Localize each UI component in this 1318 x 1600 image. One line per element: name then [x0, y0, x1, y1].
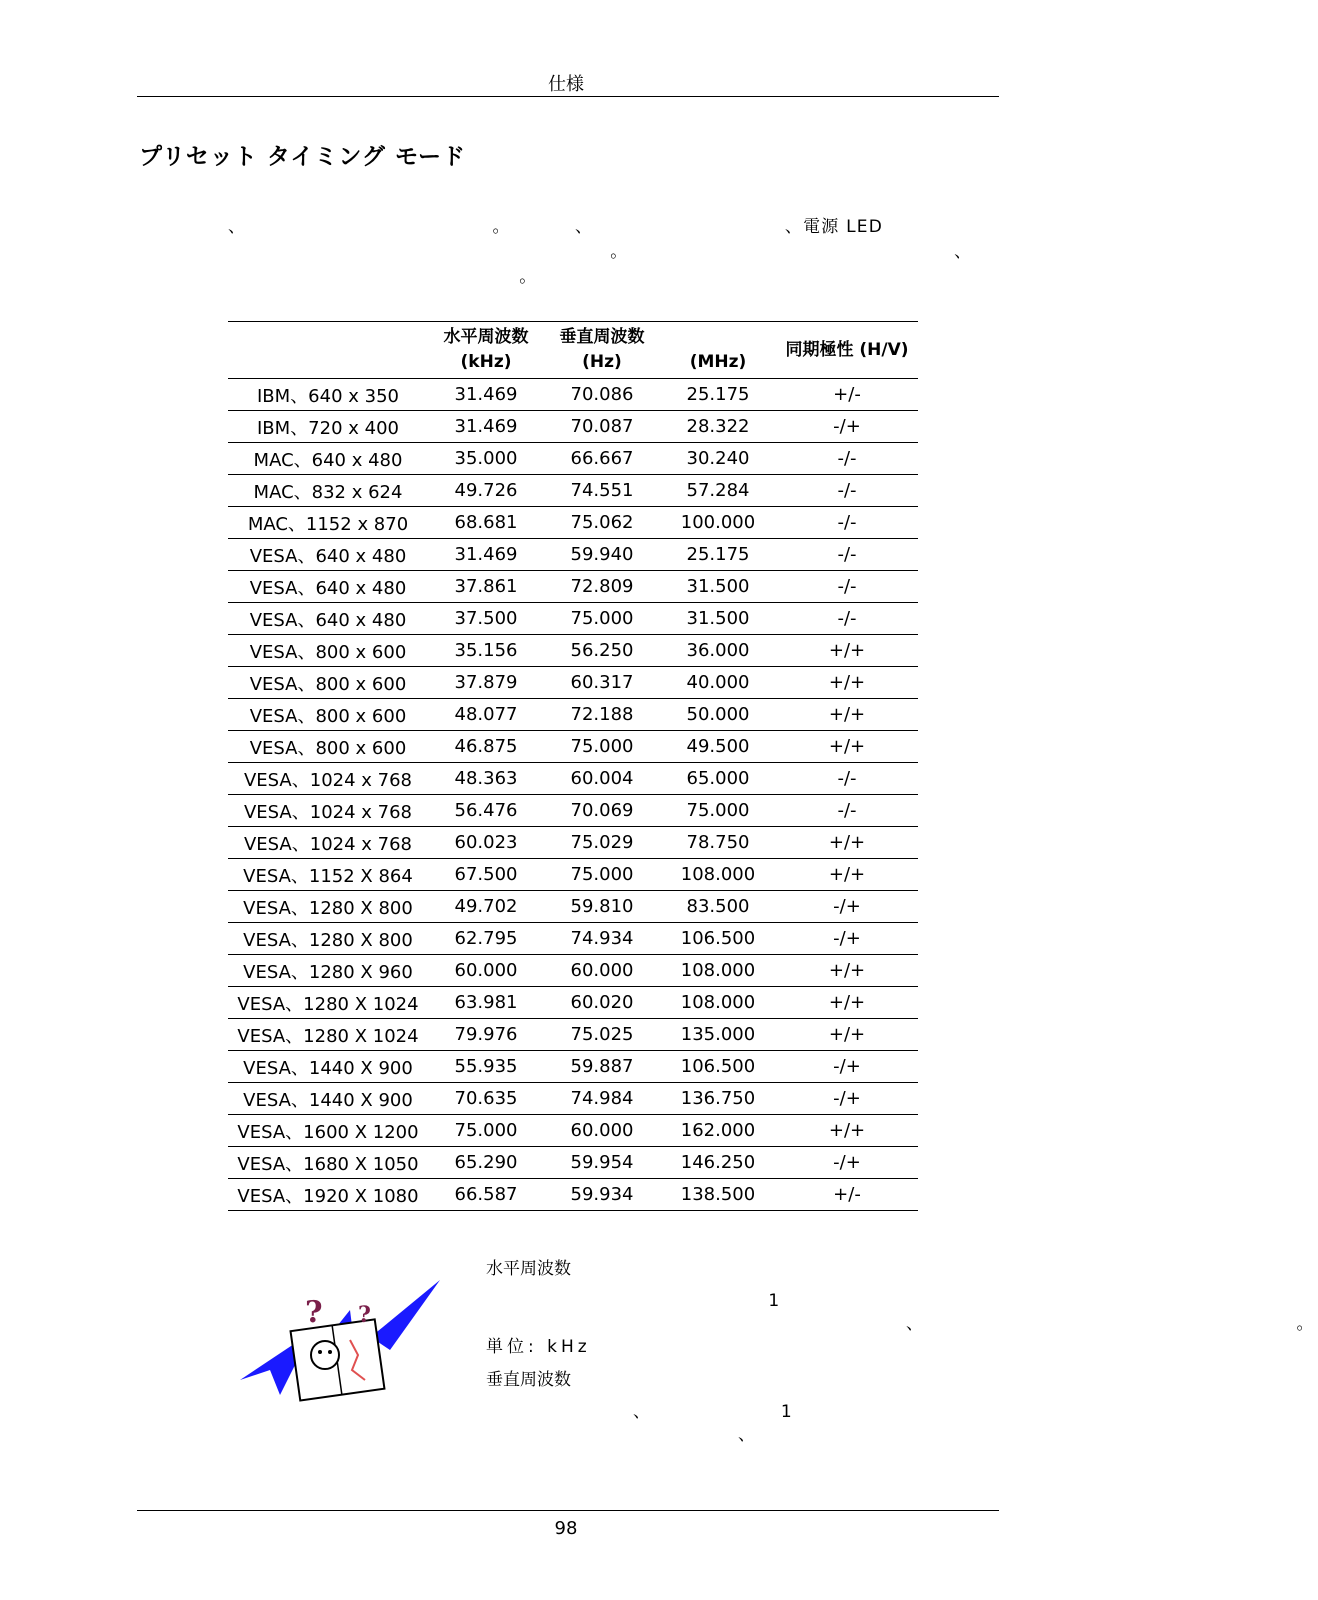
cell-sync-polarity: -/- [776, 507, 918, 539]
cell-horizontal-frequency: 66.587 [428, 1179, 544, 1211]
cell-horizontal-frequency: 75.000 [428, 1115, 544, 1147]
cell-sync-polarity: -/+ [776, 923, 918, 955]
cell-horizontal-frequency: 46.875 [428, 731, 544, 763]
cell-vertical-frequency: 75.000 [544, 731, 660, 763]
cell-sync-polarity: -/- [776, 475, 918, 507]
cell-mode: VESA、1280 X 1024 [228, 1019, 428, 1051]
table-body [228, 379, 918, 1211]
cell-horizontal-frequency: 65.290 [428, 1147, 544, 1179]
table-row [228, 827, 918, 859]
cell-mode: VESA、1152 X 864 [228, 859, 428, 891]
cell-sync-polarity: +/+ [776, 1019, 918, 1051]
note-term-vertical-frequency: 垂直周波数 [486, 1370, 571, 1390]
cell-sync-polarity: -/- [776, 795, 918, 827]
cell-sync-polarity: -/- [776, 571, 918, 603]
table-row [228, 571, 918, 603]
table-row [228, 443, 918, 475]
cell-vertical-frequency: 70.087 [544, 411, 660, 443]
page-header-title: 仕様 [548, 74, 584, 95]
cell-mode: MAC、640 x 480 [228, 443, 428, 475]
cell-sync-polarity: -/- [776, 443, 918, 475]
table-row [228, 1019, 918, 1051]
table-row [228, 699, 918, 731]
table-row [228, 891, 918, 923]
table-row [228, 379, 918, 411]
cell-vertical-frequency: 75.000 [544, 603, 660, 635]
cell-mode: VESA、1024 x 768 [228, 827, 428, 859]
cell-pixel-clock: 49.500 [660, 731, 776, 763]
table-header-row [228, 322, 918, 379]
intro-line [228, 190, 1000, 215]
cell-vertical-frequency: 75.000 [544, 859, 660, 891]
cell-vertical-frequency: 74.934 [544, 923, 660, 955]
table-row [228, 955, 918, 987]
cell-vertical-frequency: 75.062 [544, 507, 660, 539]
cell-horizontal-frequency: 56.476 [428, 795, 544, 827]
cell-pixel-clock: 75.000 [660, 795, 776, 827]
cell-horizontal-frequency: 48.363 [428, 763, 544, 795]
cell-pixel-clock: 25.175 [660, 379, 776, 411]
cell-vertical-frequency: 60.000 [544, 955, 660, 987]
cell-horizontal-frequency: 37.500 [428, 603, 544, 635]
cell-sync-polarity: +/+ [776, 731, 918, 763]
cell-mode: VESA、1680 X 1050 [228, 1147, 428, 1179]
intro-paragraph [228, 190, 1000, 290]
cell-horizontal-frequency: 67.500 [428, 859, 544, 891]
cell-horizontal-frequency: 49.726 [428, 475, 544, 507]
cell-horizontal-frequency: 70.635 [428, 1083, 544, 1115]
cell-horizontal-frequency: 79.976 [428, 1019, 544, 1051]
cell-horizontal-frequency: 35.000 [428, 443, 544, 475]
table-row [228, 1147, 918, 1179]
cell-vertical-frequency: 60.000 [544, 1115, 660, 1147]
cell-vertical-frequency: 59.954 [544, 1147, 660, 1179]
cell-mode: MAC、832 x 624 [228, 475, 428, 507]
header-divider [137, 96, 999, 97]
cell-mode: VESA、1024 x 768 [228, 795, 428, 827]
cell-horizontal-frequency: 60.023 [428, 827, 544, 859]
table-row [228, 539, 918, 571]
cell-horizontal-frequency: 60.000 [428, 955, 544, 987]
column-header-sync-polarity: 同期極性 (H/V) [776, 322, 918, 379]
cell-pixel-clock: 108.000 [660, 987, 776, 1019]
cell-horizontal-frequency: 55.935 [428, 1051, 544, 1083]
cell-mode: VESA、1024 x 768 [228, 763, 428, 795]
intro-line: 。 [228, 267, 538, 287]
cell-pixel-clock: 78.750 [660, 827, 776, 859]
cell-vertical-frequency: 70.069 [544, 795, 660, 827]
cell-mode: IBM、640 x 350 [228, 379, 428, 411]
cell-sync-polarity: +/+ [776, 987, 918, 1019]
cell-pixel-clock: 135.000 [660, 1019, 776, 1051]
svg-text:?: ? [305, 1295, 323, 1330]
cell-sync-polarity: +/+ [776, 955, 918, 987]
cell-sync-polarity: +/+ [776, 827, 918, 859]
cell-mode: VESA、1600 X 1200 [228, 1115, 428, 1147]
cell-pixel-clock: 146.250 [660, 1147, 776, 1179]
cell-pixel-clock: 28.322 [660, 411, 776, 443]
cell-pixel-clock: 25.175 [660, 539, 776, 571]
cell-horizontal-frequency: 31.469 [428, 379, 544, 411]
cell-vertical-frequency: 66.667 [544, 443, 660, 475]
cell-vertical-frequency: 59.887 [544, 1051, 660, 1083]
column-header-vertical-frequency: 垂直周波数 (Hz) [544, 322, 660, 379]
timing-table [228, 321, 918, 1211]
cell-vertical-frequency: 72.809 [544, 571, 660, 603]
cell-sync-polarity: -/+ [776, 411, 918, 443]
cell-horizontal-frequency: 62.795 [428, 923, 544, 955]
cell-vertical-frequency: 74.551 [544, 475, 660, 507]
cell-mode: VESA、1440 X 900 [228, 1083, 428, 1115]
cell-vertical-frequency: 56.250 [544, 635, 660, 667]
table-row [228, 475, 918, 507]
cell-mode: VESA、640 x 480 [228, 603, 428, 635]
table-row [228, 635, 918, 667]
table-row [228, 1179, 918, 1211]
cell-sync-polarity: -/+ [776, 891, 918, 923]
table-row [228, 859, 918, 891]
cell-horizontal-frequency: 31.469 [428, 411, 544, 443]
cell-pixel-clock: 31.500 [660, 603, 776, 635]
confused-book-character-icon [240, 1295, 450, 1420]
cell-pixel-clock: 108.000 [660, 859, 776, 891]
cell-pixel-clock: 57.284 [660, 475, 776, 507]
cell-pixel-clock: 108.000 [660, 955, 776, 987]
cell-mode: VESA、1280 X 800 [228, 923, 428, 955]
intro-line: 、 。 、 、電源 LED [228, 217, 981, 237]
cell-horizontal-frequency: 49.702 [428, 891, 544, 923]
svg-text:?: ? [358, 1302, 371, 1328]
cell-sync-polarity: +/+ [776, 859, 918, 891]
cell-mode: VESA、1920 X 1080 [228, 1179, 428, 1211]
cell-sync-polarity: +/+ [776, 699, 918, 731]
cell-mode: VESA、800 x 600 [228, 699, 428, 731]
cell-pixel-clock: 106.500 [660, 1051, 776, 1083]
cell-mode: VESA、1280 X 1024 [228, 987, 428, 1019]
column-header-mode [228, 322, 428, 379]
note-body-vertical-frequency: 、 1 、 [486, 1402, 961, 1445]
cell-horizontal-frequency: 37.861 [428, 571, 544, 603]
cell-pixel-clock: 106.500 [660, 923, 776, 955]
cell-vertical-frequency: 70.086 [544, 379, 660, 411]
cell-pixel-clock: 31.500 [660, 571, 776, 603]
cell-mode: VESA、640 x 480 [228, 571, 428, 603]
table-row [228, 603, 918, 635]
cell-horizontal-frequency: 31.469 [428, 539, 544, 571]
table-row [228, 1083, 918, 1115]
table-row [228, 667, 918, 699]
cell-pixel-clock: 83.500 [660, 891, 776, 923]
note-body-horizontal-frequency: 1 、 。単位: kHz [486, 1291, 1318, 1357]
cell-pixel-clock: 100.000 [660, 507, 776, 539]
table-row [228, 763, 918, 795]
cell-sync-polarity: +/- [776, 379, 918, 411]
cell-vertical-frequency: 72.188 [544, 699, 660, 731]
table-row [228, 1051, 918, 1083]
cell-pixel-clock: 138.500 [660, 1179, 776, 1211]
section-heading: プリセット タイミング モード [139, 144, 467, 170]
table-row [228, 507, 918, 539]
cell-mode: MAC、1152 x 870 [228, 507, 428, 539]
cell-horizontal-frequency: 68.681 [428, 507, 544, 539]
cell-sync-polarity: +/+ [776, 1115, 918, 1147]
table-row [228, 1115, 918, 1147]
cell-pixel-clock: 40.000 [660, 667, 776, 699]
cell-vertical-frequency: 60.004 [544, 763, 660, 795]
cell-horizontal-frequency: 63.981 [428, 987, 544, 1019]
cell-vertical-frequency: 59.940 [544, 539, 660, 571]
cell-mode: VESA、800 x 600 [228, 667, 428, 699]
intro-line: 。 、 [228, 242, 973, 262]
cell-sync-polarity: -/+ [776, 1083, 918, 1115]
table-row [228, 987, 918, 1019]
cell-sync-polarity: +/+ [776, 635, 918, 667]
cell-sync-polarity: -/- [776, 603, 918, 635]
cell-vertical-frequency: 75.025 [544, 1019, 660, 1051]
cell-vertical-frequency: 74.984 [544, 1083, 660, 1115]
table-row [228, 923, 918, 955]
cell-pixel-clock: 30.240 [660, 443, 776, 475]
cell-sync-polarity: -/- [776, 539, 918, 571]
cell-mode: VESA、1440 X 900 [228, 1051, 428, 1083]
cell-mode: VESA、1280 X 960 [228, 955, 428, 987]
cell-vertical-frequency: 75.029 [544, 827, 660, 859]
cell-sync-polarity: +/+ [776, 667, 918, 699]
cell-mode: VESA、1280 X 800 [228, 891, 428, 923]
cell-horizontal-frequency: 35.156 [428, 635, 544, 667]
cell-mode: VESA、800 x 600 [228, 731, 428, 763]
cell-sync-polarity: +/- [776, 1179, 918, 1211]
table-row [228, 731, 918, 763]
note-term-horizontal-frequency: 水平周波数 [486, 1259, 571, 1279]
cell-pixel-clock: 50.000 [660, 699, 776, 731]
cell-mode: VESA、640 x 480 [228, 539, 428, 571]
table-row [228, 795, 918, 827]
cell-vertical-frequency: 60.317 [544, 667, 660, 699]
footer-divider [137, 1510, 999, 1511]
cell-vertical-frequency: 59.810 [544, 891, 660, 923]
cell-pixel-clock: 136.750 [660, 1083, 776, 1115]
glossary-notes [486, 1258, 1318, 1457]
cell-horizontal-frequency: 37.879 [428, 667, 544, 699]
page-number: 98 [554, 1518, 578, 1539]
cell-pixel-clock: 36.000 [660, 635, 776, 667]
cell-vertical-frequency: 59.934 [544, 1179, 660, 1211]
cell-mode: IBM、720 x 400 [228, 411, 428, 443]
cell-sync-polarity: -/- [776, 763, 918, 795]
cell-sync-polarity: -/+ [776, 1051, 918, 1083]
cell-vertical-frequency: 60.020 [544, 987, 660, 1019]
table-row [228, 411, 918, 443]
column-header-horizontal-frequency: 水平周波数 (kHz) [428, 322, 544, 379]
column-header-pixel-clock: (MHz) [660, 322, 776, 379]
cell-sync-polarity: -/+ [776, 1147, 918, 1179]
cell-horizontal-frequency: 48.077 [428, 699, 544, 731]
cell-pixel-clock: 162.000 [660, 1115, 776, 1147]
cell-pixel-clock: 65.000 [660, 763, 776, 795]
cell-mode: VESA、800 x 600 [228, 635, 428, 667]
